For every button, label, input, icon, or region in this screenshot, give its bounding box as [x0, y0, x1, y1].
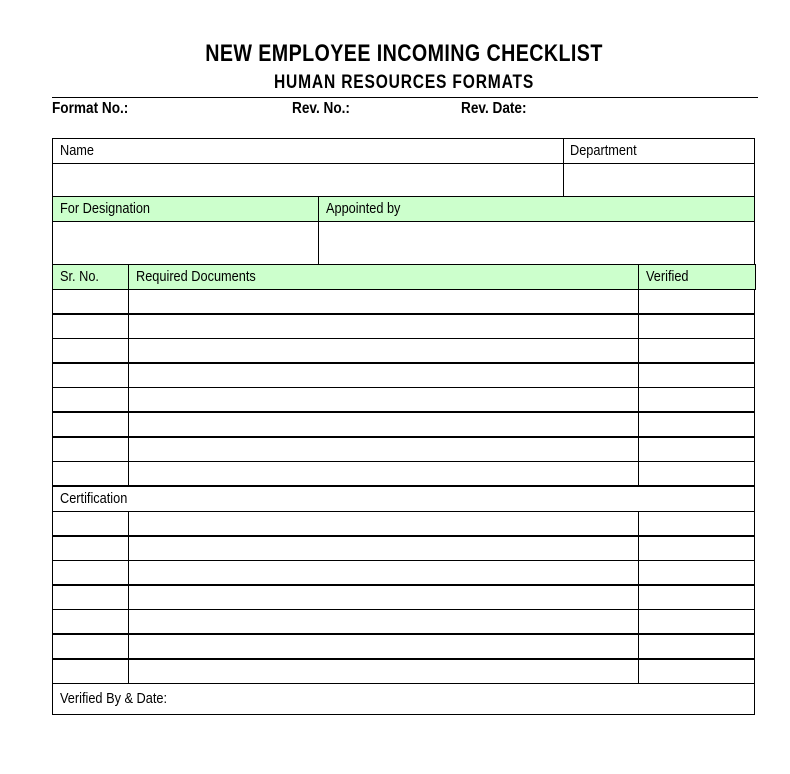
document-verified-cell[interactable] — [638, 363, 755, 388]
verified-header: Verified — [646, 268, 689, 285]
certification-row — [52, 536, 755, 561]
document-document-cell[interactable] — [128, 289, 639, 314]
certification-row — [52, 486, 755, 512]
document-sr-no-cell[interactable] — [52, 289, 129, 314]
certification-verified-cell[interactable] — [638, 585, 755, 610]
document-document-cell[interactable] — [128, 338, 639, 363]
document-row — [52, 461, 755, 486]
certification-verified-cell[interactable] — [638, 659, 755, 684]
certification-row — [52, 609, 755, 634]
certification-document-cell[interactable] — [128, 511, 639, 536]
document-row — [52, 289, 755, 314]
designation-field[interactable] — [52, 221, 319, 265]
document-verified-cell[interactable] — [638, 314, 755, 339]
document-document-cell[interactable] — [128, 314, 639, 339]
document-row — [52, 412, 755, 437]
sr-no-header: Sr. No. — [60, 268, 99, 285]
certification-verified-cell[interactable] — [638, 511, 755, 536]
certification-label: Certification — [60, 490, 128, 507]
name-field[interactable] — [52, 163, 564, 197]
document-sr-no-cell[interactable] — [52, 461, 129, 486]
rev-no-label: Rev. No.: — [292, 100, 350, 117]
verified-header-cell — [638, 264, 756, 290]
certification-row — [52, 585, 755, 610]
certification-verified-cell[interactable] — [638, 536, 755, 561]
document-row — [52, 314, 755, 339]
certification-sr-no-cell[interactable] — [52, 659, 129, 684]
certification-row — [52, 560, 755, 585]
certification-sr-no-cell[interactable] — [52, 609, 129, 634]
document-document-cell[interactable] — [128, 437, 639, 462]
document-document-cell[interactable] — [128, 387, 639, 412]
department-label: Department — [570, 142, 637, 159]
certification-sr-no-cell[interactable] — [52, 634, 129, 659]
certification-row — [52, 511, 755, 536]
department-label-cell — [563, 138, 755, 164]
document-sr-no-cell[interactable] — [52, 387, 129, 412]
certification-document-cell[interactable] — [128, 634, 639, 659]
document-row — [52, 437, 755, 462]
rev-date-label: Rev. Date: — [461, 100, 527, 117]
certification-document-cell[interactable] — [128, 560, 639, 585]
document-verified-cell[interactable] — [638, 289, 755, 314]
document-verified-cell[interactable] — [638, 461, 755, 486]
document-row — [52, 387, 755, 412]
documents-header-cell — [128, 264, 639, 290]
document-document-cell[interactable] — [128, 461, 639, 486]
designation-label: For Designation — [60, 200, 151, 217]
appointed-by-label-cell — [318, 196, 755, 222]
appointed-by-field[interactable] — [318, 221, 755, 265]
certification-sr-no-cell[interactable] — [52, 560, 129, 585]
format-no-label: Format No.: — [52, 100, 129, 117]
certification-document-cell[interactable] — [128, 659, 639, 684]
certification-sr-no-cell[interactable] — [52, 585, 129, 610]
document-verified-cell[interactable] — [638, 387, 755, 412]
document-sr-no-cell[interactable] — [52, 314, 129, 339]
certification-document-cell[interactable] — [128, 609, 639, 634]
certification-verified-cell[interactable] — [638, 609, 755, 634]
document-sr-no-cell[interactable] — [52, 338, 129, 363]
certification-verified-cell[interactable] — [638, 634, 755, 659]
document-document-cell[interactable] — [128, 412, 639, 437]
designation-label-cell — [52, 196, 319, 222]
appointed-by-label: Appointed by — [326, 200, 401, 217]
document-row — [52, 363, 755, 388]
header-divider — [52, 97, 758, 98]
department-field[interactable] — [563, 163, 755, 197]
certification-row — [52, 634, 755, 659]
verified-by-label: Verified By & Date: — [60, 690, 168, 707]
document-verified-cell[interactable] — [638, 338, 755, 363]
document-verified-cell[interactable] — [638, 437, 755, 462]
name-label-cell — [52, 138, 564, 164]
sr-no-header-cell — [52, 264, 129, 290]
documents-header: Required Documents — [136, 268, 256, 285]
certification-row — [52, 659, 755, 684]
document-document-cell[interactable] — [128, 363, 639, 388]
certification-sr-no-cell[interactable] — [52, 511, 129, 536]
certification-document-cell[interactable] — [128, 585, 639, 610]
document-sr-no-cell[interactable] — [52, 363, 129, 388]
document-sr-no-cell[interactable] — [52, 412, 129, 437]
certification-sr-no-cell[interactable] — [52, 536, 129, 561]
document-sr-no-cell[interactable] — [52, 437, 129, 462]
page-subtitle: HUMAN RESOURCES FORMATS — [273, 72, 535, 93]
document-verified-cell[interactable] — [638, 412, 755, 437]
page-title: NEW EMPLOYEE INCOMING CHECKLIST — [205, 40, 603, 67]
certification-verified-cell[interactable] — [638, 560, 755, 585]
document-row — [52, 338, 755, 363]
verified-by-row[interactable] — [52, 683, 755, 715]
name-label: Name — [60, 142, 95, 159]
certification-document-cell[interactable] — [128, 536, 639, 561]
